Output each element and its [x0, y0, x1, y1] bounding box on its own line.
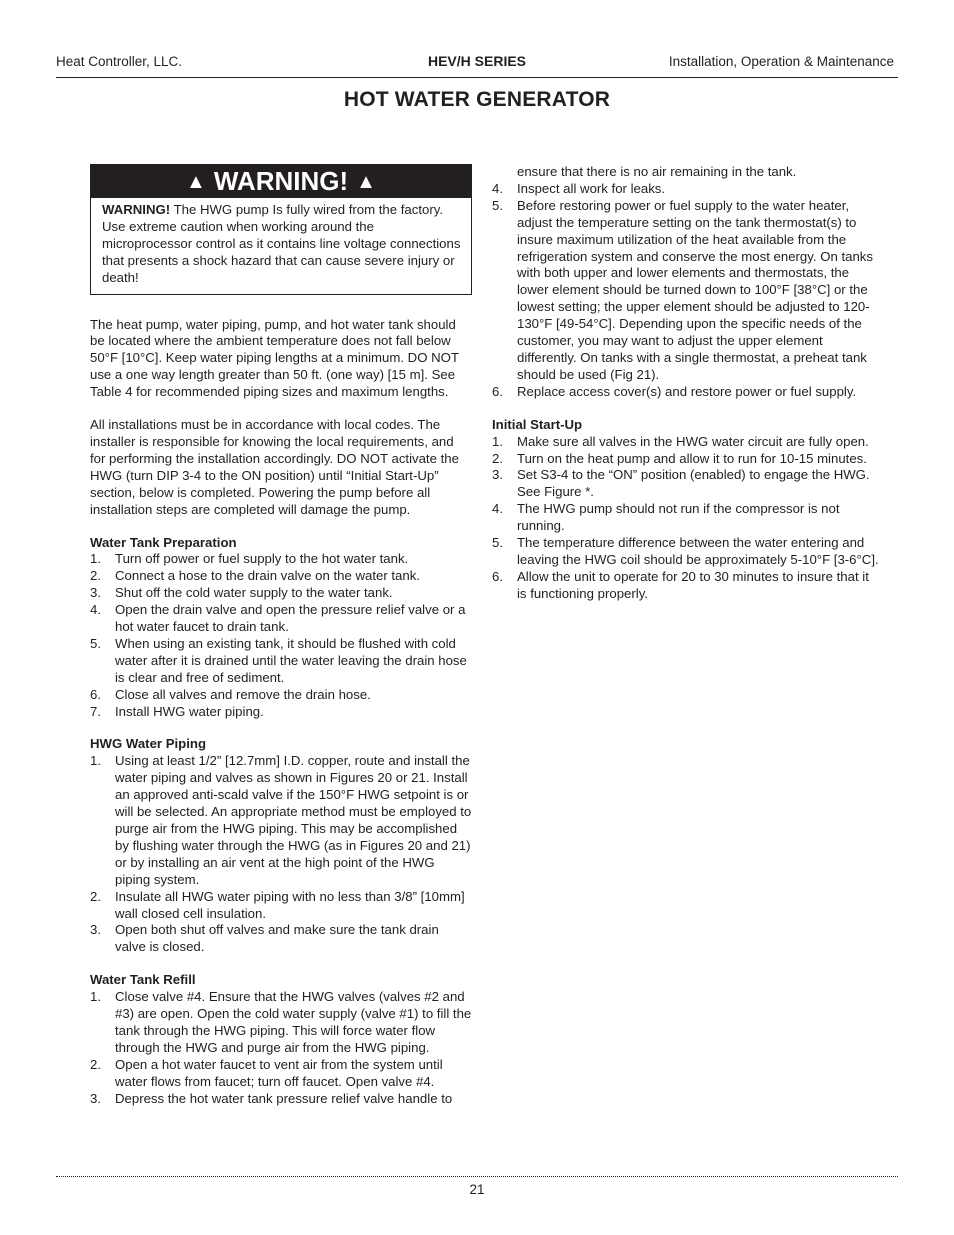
list-item-number: 6. [90, 686, 101, 702]
list-item-text: Open both shut off valves and make sure the tank drain valve is closed. [115, 922, 439, 955]
list-item-number: 4. [492, 501, 503, 517]
list-item-number: 5. [90, 635, 101, 651]
list-item-number: 6. [492, 383, 503, 399]
list-item [492, 451, 880, 468]
list-item-number: 2. [90, 1056, 101, 1072]
list-item-text: Shut off the cold water supply to the water tank. [115, 585, 393, 601]
list-item-text: Using at least 1/2” [12.7mm] I.D. copper, route and install the water piping and valves as shown in Figures 20 or 21. Install an approved anti-scald valve if the 150°F HWG setpoint is or will be selected. An appropriate method must be employed to purge air from the HWG piping. This may be accomplished by flushing water through the HWG (as in Figures 20 and 21) or by installing an air vent at the high point of the HWG piping system. [115, 753, 472, 887]
header-company: Heat Controller, LLC. [56, 54, 183, 69]
list-item-text: Open a hot water faucet to vent air from the system until water flows from faucet; turn off faucet. Open valve #4. [115, 1056, 443, 1089]
header-manual-title: Installation, Operation & Maintenance [668, 54, 894, 69]
list-item-number: 6. [492, 568, 503, 584]
list-item-text: When using an existing tank, it should be flushed with cold water after it is drained until the water leaving the drain hose is clear and free of sediment. [115, 635, 467, 685]
list-item [90, 568, 472, 585]
list-item-continuation: ensure that there is no air remaining in the tank. [517, 164, 797, 179]
list-item-number: 5. [492, 535, 503, 551]
section-heading: HWG Water Piping [90, 736, 206, 752]
tank-prep-list [90, 551, 472, 720]
list-item-text: Install HWG water piping. [115, 703, 264, 719]
list-item [90, 1057, 472, 1091]
list-item-number: 2. [90, 568, 101, 584]
list-item [492, 384, 880, 401]
list-item-number: 4. [492, 180, 503, 196]
list-item-text: The temperature difference between the water entering and leaving the HWG coil should be approximately 5-10°F [3-6°C]. [517, 535, 879, 567]
list-item-number: 2. [90, 888, 101, 904]
list-item [90, 636, 472, 687]
header-series: HEV/H SERIES [427, 53, 527, 69]
list-item [90, 1091, 472, 1108]
list-item-text: Close valve #4. Ensure that the HWG valves (valves #2 and #3) are open. Open the cold water supply (valve #1) to fill the tank through the HWG piping. This will force water flow through the HWG and purge air from the HWG piping. [115, 989, 472, 1055]
footer-divider [56, 1176, 898, 1177]
list-item-number: 1. [90, 753, 101, 769]
list-item [90, 704, 472, 721]
header-divider [56, 77, 898, 78]
intro-paragraph: All installations must be in accordance with local codes. The installer is responsible for knowing the local requirements, and for performing the installation accordingly. DO NOT activate the HWG (turn DIP 3-4 to the ON position) until “Initial Start-Up” section, below is completed. Powering the pump before all installation steps are completed will damage the pump. [90, 417, 459, 517]
list-item-text: Turn on the heat pump and allow it to run for 10-15 minutes. [517, 450, 867, 466]
list-item-number: 1. [90, 551, 101, 567]
tank-refill-list [90, 989, 472, 1107]
list-item-text: Set S3-4 to the “ON” position (enabled) to engage the HWG. See Figure *. [517, 467, 870, 500]
warning-body [91, 198, 471, 294]
list-item [90, 585, 472, 602]
list-item-number: 3. [90, 922, 101, 938]
warning-triangle-icon: ▲ [186, 171, 206, 193]
list-item-number: 1. [90, 989, 101, 1005]
warning-lead: WARNING! [102, 202, 171, 217]
warning-header [91, 165, 471, 198]
warning-box [90, 164, 472, 295]
intro-paragraph: The heat pump, water piping, pump, and hot water tank should be located where the ambient temperature does not fall below 50°F [10°C]. Keep water piping lengths at a minimum. DO NOT use a one way length greater than 50 ft. (one way) [15 m]. See Table 4 for recommended piping sizes and maximum lengths. [90, 316, 459, 400]
startup-list [492, 434, 880, 603]
list-item-text: Inspect all work for leaks. [517, 180, 666, 196]
page-number: 21 [469, 1182, 485, 1197]
list-item-number: 3. [90, 1090, 101, 1106]
list-item [90, 602, 472, 636]
list-item [90, 687, 472, 704]
list-item [90, 989, 472, 1057]
tank-refill-list-continued [492, 181, 880, 401]
list-item-number: 2. [492, 450, 503, 466]
list-item-text: Allow the unit to operate for 20 to 30 minutes to insure that it is functioning properly. [517, 568, 869, 601]
list-item-text: Turn off power or fuel supply to the hot water tank. [115, 551, 409, 567]
hwg-piping-list [90, 753, 472, 956]
page-title: HOT WATER GENERATOR [343, 88, 611, 111]
list-item [90, 753, 472, 888]
warning-triangle-icon: ▲ [356, 171, 376, 193]
section-heading: Initial Start-Up [492, 416, 583, 432]
warning-heading: WARNING! [213, 166, 349, 196]
list-item [492, 434, 880, 451]
list-item-text: Before restoring power or fuel supply to the water heater, adjust the temperature setting on the tank thermostat(s) to insure maximum utilization of the heat available from the refrigeration system and conserve the most energy. On tanks with both upper and lower elements and thermostats, the lower element should be turned down to 100°F [38°C] or the lowest setting; the upper element should be adjusted to 120-130°F [49-54°C]. Depending upon the specific needs of the customer, you may want to adjust the upper element differently. On tanks with a single thermostat, a preheat tank should be used (Fig 21). [517, 197, 873, 382]
list-item-text: Connect a hose to the drain valve on the water tank. [115, 568, 420, 584]
list-item-number: 3. [492, 467, 503, 483]
list-item-number: 1. [492, 433, 503, 449]
list-item-text: Make sure all valves in the HWG water circuit are fully open. [517, 433, 869, 449]
list-item-text: Insulate all HWG water piping with no less than 3/8” [10mm] wall closed cell insulation. [115, 888, 465, 921]
list-item [90, 922, 472, 956]
list-item [492, 535, 880, 569]
list-item-number: 5. [492, 197, 503, 213]
list-item [90, 551, 472, 568]
left-column [90, 164, 472, 1108]
list-item [90, 889, 472, 923]
list-item-number: 7. [90, 703, 101, 719]
section-heading: Water Tank Refill [90, 972, 196, 988]
list-item [492, 569, 880, 603]
warning-text: The HWG pump Is fully wired from the factory. Use extreme caution when working around the microprocessor control as it contains line voltage connections that presents a shock hazard that can cause severe injury or death! [102, 202, 461, 285]
section-heading: Water Tank Preparation [90, 534, 237, 550]
list-item-number: 3. [90, 585, 101, 601]
list-item-text: Open the drain valve and open the pressure relief valve or a hot water faucet to drain tank. [115, 602, 466, 635]
list-item-text: The HWG pump should not run if the compressor is not running. [517, 501, 840, 534]
list-item-text: Depress the hot water tank pressure relief valve handle to [115, 1090, 453, 1106]
list-item-text: Replace access cover(s) and restore power or fuel supply. [517, 383, 857, 399]
list-item [492, 501, 880, 535]
list-item [492, 198, 880, 384]
right-column [492, 164, 880, 619]
list-item [492, 467, 880, 501]
list-item-number: 4. [90, 602, 101, 618]
list-item-text: Close all valves and remove the drain hose. [115, 686, 371, 702]
list-item [492, 181, 880, 198]
